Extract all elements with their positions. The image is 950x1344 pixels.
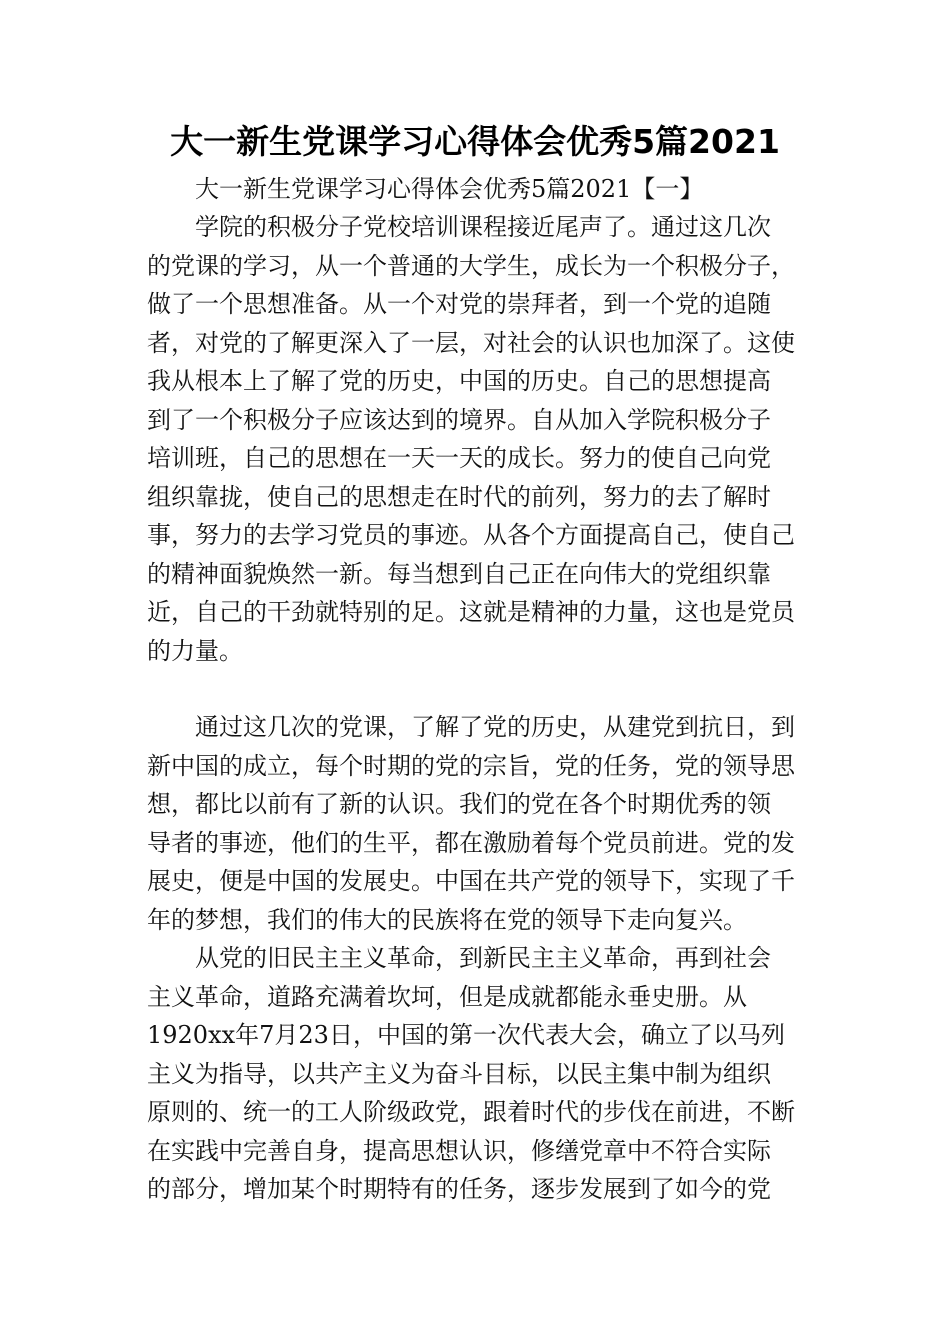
paragraph-3 <box>147 939 807 1209</box>
text-line: 通过这几次的党课，了解了党的历史，从建党到抗日，到 <box>147 713 795 741</box>
text-line: 我从根本上了解了党的历史，中国的历史。自己的思想提高 <box>147 367 771 395</box>
text-line: 做了一个思想准备。从一个对党的崇拜者，到一个党的追随 <box>147 290 771 318</box>
text-line: 的部分，增加某个时期特有的任务，逐步发展到了如今的党 <box>147 1175 771 1203</box>
text-line: 主义为指导，以共产主义为奋斗目标，以民主集中制为组织 <box>147 1059 771 1088</box>
text-line: 组织靠拢，使自己的思想走在时代的前列，努力的去了解时 <box>147 482 771 511</box>
text-line: 的党课的学习，从一个普通的大学生，成长为一个积极分子， <box>147 251 795 280</box>
paragraph-2 <box>147 708 807 939</box>
text-line: 近，自己的干劲就特别的足。这就是精神的力量，这也是党员 <box>147 598 795 626</box>
text-line: 从党的旧民主主义革命，到新民主主义革命，再到社会 <box>147 944 771 972</box>
paragraph-1 <box>147 208 807 670</box>
text-line: 主义革命，道路充满着坎坷，但是成就都能永垂史册。从 <box>147 982 747 1011</box>
text-line: 新中国的成立，每个时期的党的宗旨，党的任务，党的领导思 <box>147 751 795 780</box>
text-line: 原则的、统一的工人阶级政党，跟着时代的步伐在前进，不断 <box>147 1098 795 1126</box>
text-line: 的精神面貌焕然一新。每当想到自己正在向伟大的党组织靠 <box>147 559 771 588</box>
text-line: 1920xx年7月23日，中国的第一次代表大会，确立了以马列 <box>147 1021 785 1049</box>
subtitle-line: 大一新生党课学习心得体会优秀5篇2021【一】 <box>147 175 704 203</box>
text-line: 者，对党的了解更深入了一层，对社会的认识也加深了。这使 <box>147 328 795 357</box>
section-subtitle <box>147 170 807 209</box>
text-line: 培训班，自己的思想在一天一天的成长。努力的使自己向党 <box>147 444 771 472</box>
text-line: 学院的积极分子党校培训课程接近尾声了。通过这几次 <box>147 213 771 241</box>
text-line: 事，努力的去学习党员的事迹。从各个方面提高自己，使自己 <box>147 521 795 549</box>
text-line: 年的梦想，我们的伟大的民族将在党的领导下走向复兴。 <box>147 905 747 934</box>
text-line: 展史，便是中国的发展史。中国在共产党的领导下，实现了千 <box>147 867 795 895</box>
document-title: 大一新生党课学习心得体会优秀5篇2021 <box>170 122 780 161</box>
text-line: 到了一个积极分子应该达到的境界。自从加入学院积极分子 <box>147 405 771 434</box>
text-line: 的力量。 <box>147 636 243 665</box>
text-line: 导者的事迹，他们的生平，都在激励着每个党员前进。党的发 <box>147 828 795 857</box>
text-line: 想，都比以前有了新的认识。我们的党在各个时期优秀的领 <box>147 790 771 818</box>
text-line: 在实践中完善自身，提高思想认识，修缮党章中不符合实际 <box>147 1136 771 1165</box>
